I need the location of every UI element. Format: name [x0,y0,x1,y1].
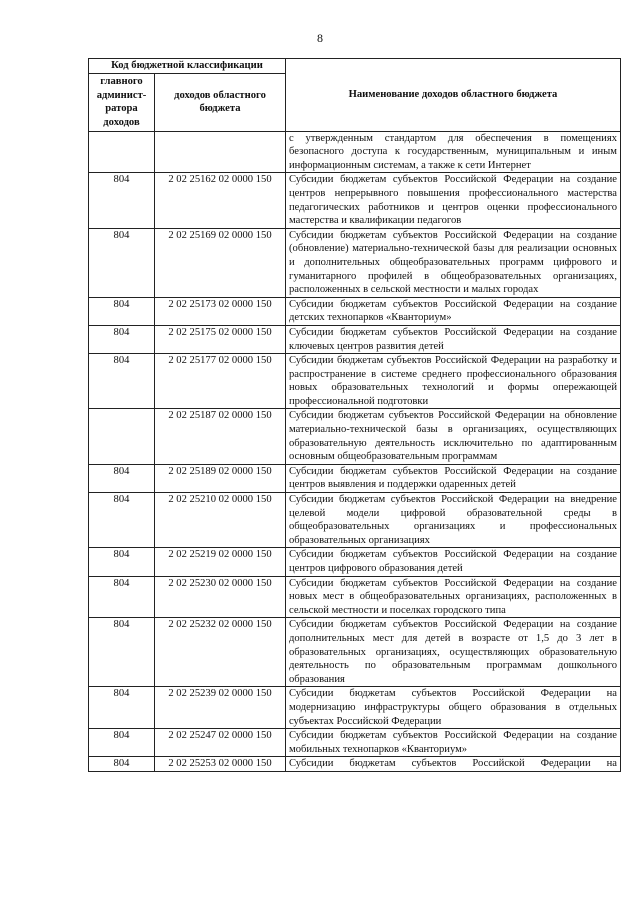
income-name-cell: Субсидии бюджетам субъектов Российской Федерации на разработку и распространение в системе среднего профессионального образования новых образовательных технологий и формы опережающей профессиональной подготовки [286,354,621,409]
table-body [89,131,621,771]
income-name-cell: Субсидии бюджетам субъектов Российской Федерации на создание мобильных технопарков «Кванториум» [286,729,621,757]
income-code-cell: 2 02 25210 02 0000 150 [155,493,286,548]
admin-code-cell [89,409,155,464]
table-row [89,228,621,297]
income-name-cell: Субсидии бюджетам субъектов Российской Федерации на создание центров выявления и поддержки одаренных детей [286,464,621,492]
income-name-cell: Субсидии бюджетам субъектов Российской Федерации на создание новых мест в общеобразовательных организациях, расположенных в сельской местности и поселках городского типа [286,576,621,618]
income-name-cell: Субсидии бюджетам субъектов Российской Федерации на модернизацию инфраструктуры общего образования в отдельных субъектах Российской Федерации [286,687,621,729]
income-code-cell: 2 02 25189 02 0000 150 [155,464,286,492]
table-row [89,297,621,325]
table-row [89,618,621,687]
income-name-cell: Субсидии бюджетам субъектов Российской Федерации на создание детских технопарков «Кванториум» [286,297,621,325]
income-code-cell: 2 02 25169 02 0000 150 [155,228,286,297]
income-column-header: доходов областного бюджета [155,73,286,131]
income-code-cell: 2 02 25253 02 0000 150 [155,757,286,772]
income-name-header: Наименование доходов областного бюджета [286,59,621,132]
admin-code-cell: 804 [89,464,155,492]
budget-income-table [88,58,621,772]
income-code-cell: 2 02 25232 02 0000 150 [155,618,286,687]
income-name-cell: Субсидии бюджетам субъектов Российской Федерации на создание (обновление) материально-технической базы для реализации основных и дополнительных общеобразовательных программ цифрового и гуманитарного профилей в общеобразовательных организациях, расположенных в сельской местности и малых городах [286,228,621,297]
income-name-cell: Субсидии бюджетам субъектов Российской Федерации на создание центров цифрового образования детей [286,548,621,576]
budget-code-group-header: Код бюджетной классификации [89,59,286,74]
income-name-cell: Субсидии бюджетам субъектов Российской Федерации на создание центров непрерывного повышения профессионального мастерства педагогических работников и центров оценки профессионального мастерства и квалификации педагогов [286,173,621,228]
table-row [89,729,621,757]
income-code-cell: 2 02 25239 02 0000 150 [155,687,286,729]
income-name-cell: Субсидии бюджетам субъектов Российской Федерации на [286,757,621,772]
header-row-top [89,59,621,74]
income-code-cell: 2 02 25187 02 0000 150 [155,409,286,464]
admin-code-cell: 804 [89,493,155,548]
table-row [89,354,621,409]
income-code-cell: 2 02 25230 02 0000 150 [155,576,286,618]
admin-code-cell: 804 [89,354,155,409]
income-code-cell: 2 02 25173 02 0000 150 [155,297,286,325]
admin-code-cell: 804 [89,757,155,772]
income-name-cell: с утвержденным стандартом для обеспечения в помещениях безопасного доступа к государственным, муниципальным и иным информационным системам, а также к сети Интернет [286,131,621,173]
table-row [89,131,621,173]
income-name-cell: Субсидии бюджетам субъектов Российской Федерации на обновление материально-технической базы в организациях, осуществляющих образовательную деятельность исключительно по адаптированным основным общеобразовательным программам [286,409,621,464]
income-code-cell: 2 02 25175 02 0000 150 [155,325,286,353]
page-number: 8 [317,31,323,45]
admin-code-cell: 804 [89,618,155,687]
table-row [89,757,621,772]
income-name-cell: Субсидии бюджетам субъектов Российской Федерации на создание ключевых центров развития детей [286,325,621,353]
income-code-cell: 2 02 25162 02 0000 150 [155,173,286,228]
income-code-cell: 2 02 25177 02 0000 150 [155,354,286,409]
admin-code-cell [89,131,155,173]
table-row [89,548,621,576]
admin-code-cell: 804 [89,297,155,325]
table-row [89,173,621,228]
table-row [89,687,621,729]
table-row [89,409,621,464]
income-code-cell: 2 02 25247 02 0000 150 [155,729,286,757]
admin-code-cell: 804 [89,548,155,576]
admin-code-cell: 804 [89,325,155,353]
table-row [89,325,621,353]
admin-code-cell: 804 [89,687,155,729]
admin-code-cell: 804 [89,576,155,618]
table-row [89,576,621,618]
admin-column-header: главного админист-ратора доходов [89,73,155,131]
income-name-cell: Субсидии бюджетам субъектов Российской Федерации на внедрение целевой модели цифровой образовательной среды в общеобразовательных организациях и профессиональных образовательных организациях [286,493,621,548]
table-row [89,493,621,548]
admin-code-cell: 804 [89,729,155,757]
table-row [89,464,621,492]
admin-code-cell: 804 [89,173,155,228]
admin-code-cell: 804 [89,228,155,297]
income-code-cell [155,131,286,173]
income-code-cell: 2 02 25219 02 0000 150 [155,548,286,576]
income-name-cell: Субсидии бюджетам субъектов Российской Федерации на создание дополнительных мест для детей в возрасте от 1,5 до 3 лет в образовательных организациях, осуществляющих образовательную деятельность по образовательным программам дошкольного образования [286,618,621,687]
